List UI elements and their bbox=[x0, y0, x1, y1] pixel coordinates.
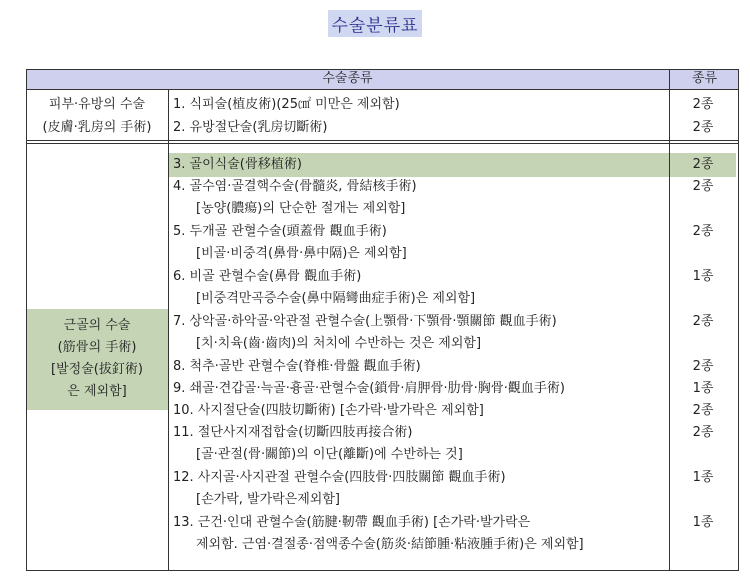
list-item-note: [치·치육(齒·齒肉)의 처치에 수반하는 것은 제외함] bbox=[196, 336, 482, 351]
count-value: 2종 bbox=[692, 314, 714, 329]
count-value: 2종 bbox=[692, 403, 714, 418]
list-item: 11. 절단사지재접합술(切斷四肢再接合術) bbox=[173, 425, 413, 440]
list-item: 3. 골이식술(骨移植術) bbox=[173, 157, 302, 172]
header-count: 종류 bbox=[691, 71, 718, 86]
list-item-note: 제외함. 근염·결절종·점액종수술(筋炎·結節腫·粘液腫手術)은 제외함] bbox=[196, 537, 584, 552]
count-value: 2종 bbox=[692, 224, 714, 239]
count-value: 1종 bbox=[692, 269, 714, 284]
count-value: 1종 bbox=[692, 470, 714, 485]
count-value: 2종 bbox=[692, 359, 714, 374]
classification-table bbox=[26, 69, 739, 572]
list-item: 4. 골수염·골결핵수술(骨髓炎, 骨結核手術) bbox=[173, 179, 417, 194]
count-value: 2종 bbox=[692, 179, 714, 194]
list-item: 12. 사지골·사지관절 관혈수술(四肢骨·四肢關節 觀血手術) bbox=[173, 470, 506, 485]
list-item: 7. 상악골·하악골·악관절 관혈수술(上顎骨·下顎骨·顎關節 觀血手術) bbox=[173, 314, 557, 329]
rule-right bbox=[738, 69, 739, 571]
rule-group2-top bbox=[26, 143, 739, 144]
group2-label-line4: 은 제외함] bbox=[67, 384, 127, 399]
rule-bottom bbox=[26, 570, 739, 571]
group1-label-line1: 피부·유방의 수술 bbox=[48, 97, 146, 112]
rule-top bbox=[26, 69, 739, 70]
count-value: 1종 bbox=[692, 515, 714, 530]
list-item: 6. 비골 관혈수술(鼻骨 觀血手術) bbox=[173, 269, 362, 284]
group1-label-line2: (皮膚·乳房의 手術) bbox=[42, 120, 152, 135]
count-value: 2종 bbox=[692, 120, 714, 135]
list-item: 1. 식피술(植皮術)(25㎠ 미만은 제외함) bbox=[173, 97, 400, 112]
group2-label-line2: (筋骨의 手術) bbox=[57, 340, 137, 355]
list-item-note: [손가락, 발가락은제외함] bbox=[196, 492, 340, 507]
rule-col-divider bbox=[168, 89, 169, 571]
page-title: 수술분류표 bbox=[328, 10, 421, 37]
rule-header-bottom bbox=[26, 89, 739, 90]
list-item-note: [골·관절(骨·關節)의 이단(離斷)에 수반하는 것] bbox=[196, 447, 463, 462]
count-value: 2종 bbox=[692, 425, 714, 440]
list-item: 10. 사지절단술(四肢切斷術) [손가락·발가락은 제외함] bbox=[173, 403, 484, 418]
count-value: 2종 bbox=[692, 157, 714, 172]
rule-group1-bottom bbox=[26, 140, 739, 141]
list-item: 5. 두개골 관혈수술(頭蓋骨 觀血手術) bbox=[173, 224, 387, 239]
count-value: 2종 bbox=[692, 97, 714, 112]
list-item-note: [농양(膿瘍)의 단순한 절개는 제외함] bbox=[196, 201, 406, 216]
list-item: 9. 쇄골·견갑골·늑골·흉골·관혈수술(鎖骨·肩胛骨·肋骨·胸骨·觀血手術) bbox=[173, 381, 565, 396]
header-surgery-type: 수술종류 bbox=[322, 71, 373, 86]
list-item: 8. 척추·골반 관혈수술(脊椎·骨盤 觀血手術) bbox=[173, 359, 421, 374]
list-item: 13. 근건·인대 관혈수술(筋腱·靭帶 觀血手術) [손가락·발가락은 bbox=[173, 515, 531, 530]
list-item-note: [비골·비중격(鼻骨·鼻中隔)은 제외함] bbox=[196, 246, 407, 261]
list-item-note: [비중격만곡증수술(鼻中隔彎曲症手術)은 제외함] bbox=[196, 291, 476, 306]
page-title-wrap bbox=[0, 10, 750, 37]
group2-label-line1: 근골의 수술 bbox=[63, 318, 131, 333]
list-item: 2. 유방절단술(乳房切斷術) bbox=[173, 120, 328, 135]
group2-label-line3: [발정술(拔釘術) bbox=[51, 362, 143, 377]
count-value: 1종 bbox=[692, 381, 714, 396]
